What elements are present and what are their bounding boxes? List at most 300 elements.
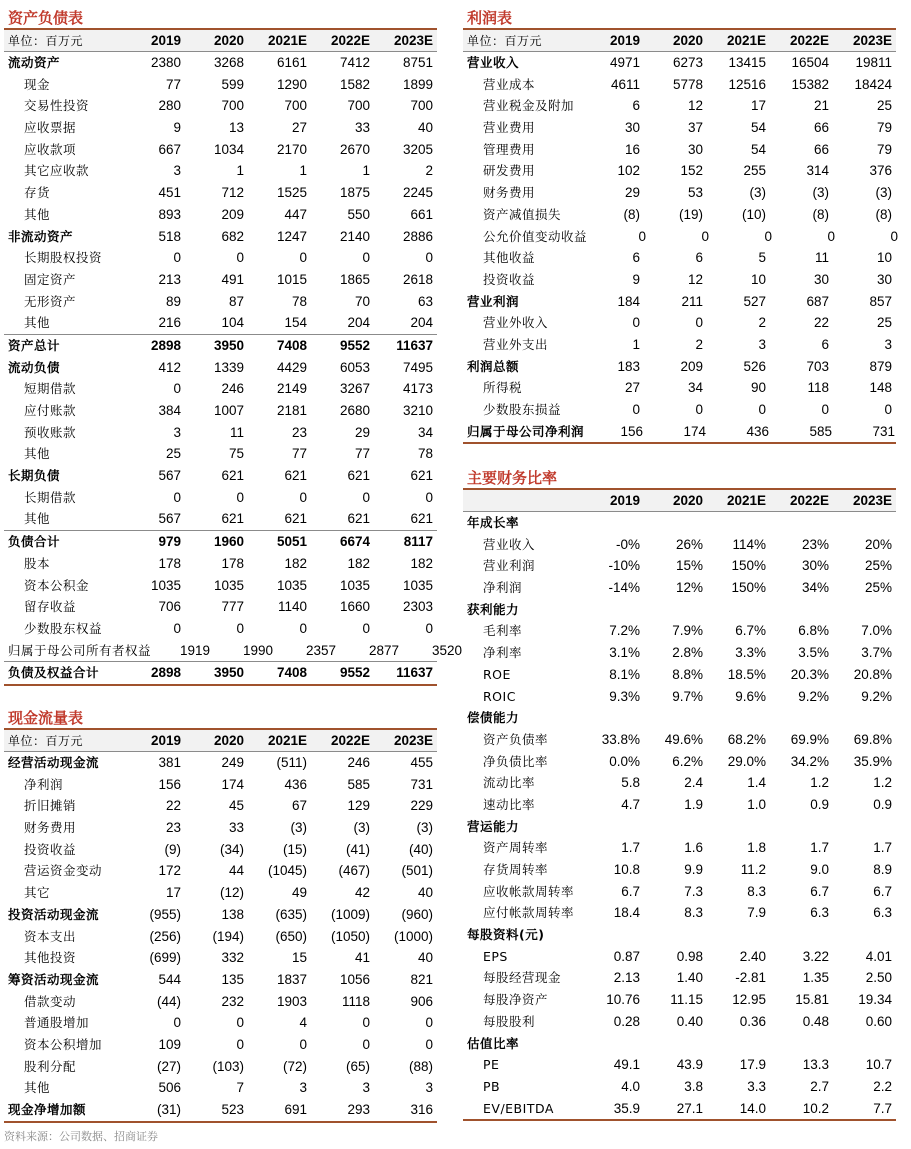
table-row (463, 95, 896, 117)
value-cell: 118 (807, 380, 829, 396)
value-cell: 5051 (276, 534, 307, 550)
value-cell: 1140 (277, 599, 307, 615)
row-label: 毛利率 (483, 623, 523, 639)
value-cell: 1035 (339, 577, 370, 593)
value-cell: 0.48 (802, 1013, 829, 1029)
ratios-header (463, 490, 896, 512)
row-label: 研发费用 (483, 163, 536, 179)
value-cell: 6273 (672, 55, 703, 70)
value-cell: 0 (695, 315, 703, 331)
row-label: 投资收益 (483, 271, 536, 287)
value-cell: 3950 (213, 665, 244, 681)
value-cell: 1.4 (747, 775, 766, 791)
row-label: ROE (483, 666, 511, 682)
value-cell: 178 (221, 555, 244, 571)
value-cell (581, 816, 644, 838)
value-cell: 29.0% (727, 753, 766, 769)
value-cell: 33.8% (601, 731, 640, 747)
value-cell: 6.3 (873, 905, 892, 921)
unit-label: 单位：百万元 (8, 33, 84, 48)
row-label: 营业利润 (483, 558, 536, 574)
value-cell: 15382 (791, 76, 829, 92)
value-cell: 1837 (276, 971, 307, 987)
value-cell: 8.3 (747, 883, 766, 899)
value-cell: 0.9 (873, 796, 892, 812)
value-cell: (467) (338, 863, 370, 879)
row-label: 流动负债 (8, 359, 61, 375)
value-cell: 1.0 (747, 796, 766, 812)
value-cell: 567 (158, 468, 181, 484)
value-cell: 6053 (339, 359, 370, 375)
cashflow-body (4, 752, 437, 1123)
value-cell: 1.7 (873, 840, 892, 856)
value-cell: 6.7 (873, 883, 892, 899)
table-row (463, 1098, 896, 1120)
value-cell (707, 1033, 770, 1055)
value-cell: 384 (158, 403, 181, 418)
row-label: 营业利润 (467, 293, 520, 309)
value-cell: 1.9 (684, 796, 703, 812)
value-cell: 10 (750, 271, 766, 287)
row-label: 交易性投资 (24, 98, 90, 114)
row-label: 其他投资 (24, 950, 77, 966)
value-cell: 8751 (402, 55, 433, 70)
table-row (463, 334, 896, 356)
value-cell: 0 (821, 402, 829, 417)
value-cell: 183 (617, 358, 640, 374)
table-row (4, 1077, 437, 1099)
value-cell: 22 (813, 315, 829, 331)
ratios-body (463, 512, 896, 1121)
row-label: 资产总计 (8, 337, 61, 353)
value-cell: 621 (221, 511, 244, 527)
value-cell: 879 (869, 358, 892, 374)
value-cell (770, 1033, 833, 1055)
row-label: 管理费用 (483, 141, 536, 157)
value-cell: 731 (872, 423, 896, 439)
value-cell: 0.40 (676, 1013, 703, 1029)
value-cell: 102 (617, 163, 640, 179)
cashflow-panel (4, 706, 437, 1123)
value-cell: 1875 (339, 185, 370, 201)
row-label: 净利润 (483, 580, 523, 596)
row-label: 营业费用 (483, 120, 536, 136)
value-cell: (501) (401, 863, 433, 879)
value-cell: (15) (282, 841, 307, 857)
value-cell: 5 (758, 250, 766, 266)
value-cell: 10.7 (865, 1057, 892, 1073)
value-cell: 25 (165, 446, 181, 462)
value-cell: 6 (821, 336, 829, 352)
value-cell: 17.9 (739, 1057, 766, 1073)
table-row (4, 618, 437, 640)
value-cell: 114% (732, 536, 766, 552)
value-cell: (955) (149, 906, 181, 922)
value-cell: 21 (813, 98, 829, 114)
row-label: 营运资金变动 (24, 863, 103, 879)
row-label: 资本公积金 (24, 577, 90, 593)
value-cell: 79 (876, 120, 892, 136)
value-cell: 5778 (672, 76, 703, 92)
value-cell: 249 (221, 755, 244, 770)
row-label: 公允价值变动收益 (483, 228, 588, 244)
value-cell: 506 (158, 1080, 181, 1096)
value-cell: 1247 (276, 228, 307, 244)
table-row (463, 512, 896, 534)
value-cell: 7412 (339, 55, 370, 70)
value-cell: 22 (165, 798, 181, 814)
row-label: 其他 (24, 446, 51, 462)
value-cell: 30 (876, 271, 892, 287)
value-cell: 7.2% (609, 623, 640, 639)
table-row (4, 312, 437, 334)
value-cell: 2.4 (684, 775, 703, 791)
value-cell: 1035 (276, 577, 307, 593)
value-cell: 6.7 (810, 883, 829, 899)
value-cell: 7.0% (861, 623, 892, 639)
value-cell: 6.7% (735, 623, 766, 639)
value-cell: 4971 (609, 55, 640, 70)
row-label: 每股净资产 (483, 992, 549, 1008)
value-cell: 1582 (339, 76, 370, 92)
value-cell: (8) (875, 206, 892, 222)
value-cell: 7495 (402, 359, 433, 375)
value-cell (770, 924, 833, 946)
value-cell: 150% (731, 580, 766, 596)
value-cell: 2877 (368, 642, 400, 658)
value-cell: 20.8% (853, 666, 892, 682)
value-cell: 3210 (402, 403, 433, 418)
value-cell: 1.7 (621, 840, 640, 856)
value-cell: 182 (410, 555, 433, 571)
row-label: 投资收益 (24, 841, 77, 857)
table-row (463, 52, 896, 74)
value-cell: 3.22 (802, 948, 829, 964)
value-cell: 138 (221, 906, 244, 922)
value-cell: 376 (869, 163, 892, 179)
row-label: EV/EBITDA (483, 1100, 554, 1116)
value-cell: 135 (221, 971, 244, 987)
value-cell: 0 (425, 250, 433, 266)
row-label: 普通股增加 (24, 1015, 90, 1031)
value-cell (644, 924, 707, 946)
value-cell: 49.1 (613, 1057, 640, 1073)
value-cell: (27) (156, 1058, 181, 1074)
row-label: 存货 (24, 185, 51, 201)
row-label: 折旧摊销 (24, 798, 77, 814)
value-cell: 77 (165, 76, 181, 92)
value-cell: 1525 (276, 185, 307, 201)
value-cell: 1.6 (684, 840, 703, 856)
row-label: 每股股利 (483, 1013, 536, 1029)
year-header: 2020 (213, 32, 244, 48)
row-label: 估值比率 (467, 1035, 520, 1051)
value-cell: 40 (417, 885, 433, 901)
value-cell: 30 (687, 141, 703, 157)
value-cell: 2898 (150, 665, 181, 681)
value-cell: 4.0 (621, 1078, 640, 1094)
value-cell: 2 (758, 315, 766, 331)
value-cell: 0 (758, 402, 766, 417)
table-row (4, 1034, 437, 1056)
row-label: 资产减值损失 (483, 206, 562, 222)
value-cell: 2181 (276, 403, 307, 418)
table-row (463, 1011, 896, 1033)
table-row (4, 357, 437, 379)
table-row (4, 575, 437, 597)
value-cell: 0.9 (810, 796, 829, 812)
table-row (4, 487, 437, 509)
row-label: 每股资料(元) (467, 927, 545, 943)
value-cell: 9.7% (672, 688, 703, 704)
value-cell: 15% (675, 558, 703, 574)
value-cell: 2245 (402, 185, 433, 201)
value-cell: 491 (221, 271, 244, 287)
income-statement-title: 利润表 (463, 6, 896, 30)
row-label: ROIC (483, 688, 516, 704)
value-cell: 19811 (855, 55, 892, 70)
table-row (463, 751, 896, 773)
value-cell: 29 (354, 424, 370, 440)
value-cell: 0.98 (676, 948, 703, 964)
value-cell: 0 (701, 228, 710, 244)
value-cell: 27 (624, 380, 640, 396)
row-label: 归属于母公司净利润 (467, 423, 585, 439)
value-cell: 0 (173, 620, 181, 636)
table-row (463, 577, 896, 599)
year-header: 2021E (726, 32, 766, 48)
table-row (463, 902, 896, 924)
value-cell: (194) (212, 928, 244, 944)
value-cell: 1.2 (810, 775, 829, 791)
value-cell: 11.15 (670, 992, 703, 1008)
value-cell: 1290 (276, 76, 307, 92)
value-cell: 1 (236, 163, 244, 179)
year-header: 2021E (267, 732, 307, 748)
value-cell: 23% (801, 536, 829, 552)
value-cell: 526 (743, 358, 766, 374)
year-header: 2019 (609, 32, 640, 48)
value-cell: 1.40 (676, 970, 703, 986)
table-row (463, 1033, 896, 1055)
value-cell: 75 (228, 446, 244, 462)
value-cell: 152 (680, 163, 703, 179)
value-cell: 9.6% (735, 688, 766, 704)
year-header: 2019 (609, 492, 640, 508)
value-cell: 67 (291, 798, 307, 814)
value-cell: 7 (236, 1080, 244, 1096)
value-cell: 2140 (339, 228, 370, 244)
table-row (4, 1012, 437, 1034)
table-row (4, 882, 437, 904)
value-cell: 821 (410, 971, 433, 987)
value-cell (581, 707, 644, 729)
value-cell: 6674 (339, 534, 370, 550)
value-cell (707, 707, 770, 729)
value-cell: 35.9 (613, 1100, 640, 1116)
value-cell: 0 (236, 489, 244, 505)
year-header: 2023E (852, 492, 892, 508)
value-cell: 1035 (213, 577, 244, 593)
table-row (4, 247, 437, 269)
table-row (4, 530, 437, 553)
value-cell: 42 (354, 885, 370, 901)
row-label: 所得税 (483, 380, 523, 396)
value-cell: 621 (284, 511, 307, 527)
value-cell: 700 (410, 98, 433, 114)
value-cell (770, 599, 833, 621)
table-row (463, 642, 896, 664)
value-cell: 893 (158, 206, 181, 222)
value-cell: 567 (158, 511, 181, 527)
table-row (4, 1056, 437, 1078)
value-cell: 703 (806, 358, 829, 374)
table-row (4, 508, 437, 530)
value-cell: -10% (608, 558, 640, 574)
value-cell: 13415 (728, 55, 766, 70)
value-cell (833, 924, 896, 946)
value-cell: 49.6% (664, 731, 703, 747)
row-label: 负债合计 (8, 534, 61, 550)
value-cell: 6.3 (810, 905, 829, 921)
table-row (463, 1076, 896, 1098)
table-row (4, 795, 437, 817)
value-cell: 232 (221, 993, 244, 1009)
year-header: 2019 (150, 32, 181, 48)
row-label: 其他 (24, 511, 51, 527)
table-row (463, 204, 896, 226)
value-cell: (3) (812, 185, 829, 201)
value-cell: 77 (354, 446, 370, 462)
value-cell: 436 (284, 776, 307, 792)
value-cell: 1056 (339, 971, 370, 987)
balance-sheet-panel (4, 6, 463, 686)
value-cell: 25% (864, 580, 892, 596)
value-cell: 4173 (402, 381, 433, 397)
table-row (4, 1099, 437, 1121)
value-cell: 0.36 (739, 1013, 766, 1029)
value-cell: (3) (875, 185, 892, 201)
row-label: 经营活动现金流 (8, 755, 100, 770)
value-cell: 79 (876, 141, 892, 157)
value-cell: 332 (221, 950, 244, 966)
value-cell: 2.40 (739, 948, 766, 964)
value-cell: 1007 (213, 403, 244, 418)
value-cell: 0 (425, 1015, 433, 1031)
value-cell: 204 (410, 315, 433, 331)
table-row (463, 269, 896, 291)
value-cell: 293 (347, 1102, 370, 1117)
value-cell: 2 (425, 163, 433, 179)
value-cell: 89 (165, 293, 181, 309)
value-cell: 682 (221, 228, 244, 244)
row-label: 短期借款 (24, 381, 77, 397)
year-header: 2021E (267, 32, 307, 48)
value-cell: 25 (876, 315, 892, 331)
value-cell: 10.8 (613, 862, 640, 877)
value-cell (833, 512, 896, 534)
value-cell: 90 (750, 380, 766, 396)
table-row (463, 312, 896, 334)
table-row (463, 139, 896, 161)
value-cell: 2.50 (865, 970, 892, 986)
value-cell: 8117 (403, 534, 433, 550)
value-cell: 23 (165, 820, 181, 836)
value-cell: (3) (290, 820, 307, 836)
table-row (4, 95, 437, 117)
value-cell: 26% (675, 536, 703, 552)
value-cell: 10.76 (606, 992, 640, 1008)
table-row (463, 729, 896, 751)
value-cell: 20.3% (790, 666, 829, 682)
value-cell: (960) (401, 906, 433, 922)
value-cell: (34) (219, 841, 244, 857)
value-cell: 0 (362, 620, 370, 636)
value-cell: 979 (158, 534, 181, 550)
value-cell: 621 (410, 511, 433, 527)
value-cell: 87 (228, 293, 244, 309)
value-cell: 20% (864, 536, 892, 552)
value-cell: 687 (806, 293, 829, 309)
table-row (4, 904, 437, 926)
ratios-panel (463, 466, 896, 1121)
value-cell: 3 (173, 163, 181, 179)
value-cell: 621 (347, 511, 370, 527)
year-header: 2022E (789, 492, 829, 508)
row-label: 长期借款 (24, 489, 77, 505)
row-label: 营业收入 (483, 536, 536, 552)
value-cell: 523 (221, 1102, 244, 1117)
value-cell: 12.95 (732, 992, 766, 1008)
table-row (4, 752, 437, 774)
value-cell: 53 (687, 185, 703, 201)
value-cell: 1899 (402, 76, 433, 92)
table-row (463, 291, 896, 313)
value-cell: 174 (221, 776, 244, 792)
value-cell: 314 (806, 163, 829, 179)
value-cell: 3.8 (684, 1078, 703, 1094)
value-cell: 700 (347, 98, 370, 114)
value-cell: 6.8% (798, 623, 829, 639)
value-cell: 49 (291, 885, 307, 901)
row-label: 应付账款 (24, 403, 77, 418)
value-cell: (3) (749, 185, 766, 201)
value-cell: (699) (149, 950, 181, 966)
value-cell: 34% (801, 580, 829, 596)
value-cell: 661 (410, 206, 433, 222)
value-cell: 255 (743, 163, 766, 179)
value-cell: 54 (750, 120, 766, 136)
table-row (4, 204, 437, 226)
value-cell: 0 (362, 1015, 370, 1031)
value-cell: 0 (173, 1015, 181, 1031)
row-label: 应付帐款周转率 (483, 905, 575, 921)
table-row (4, 269, 437, 291)
value-cell: 2.13 (613, 970, 640, 986)
table-row (463, 620, 896, 642)
value-cell: (9) (164, 841, 181, 857)
value-cell: 3 (425, 1080, 433, 1096)
year-header: 2022E (330, 32, 370, 48)
value-cell: 30 (813, 271, 829, 287)
row-label: PE (483, 1057, 500, 1073)
row-label: 营运能力 (467, 818, 520, 834)
cashflow-header (4, 730, 437, 752)
value-cell: (103) (212, 1058, 244, 1074)
table-row (4, 422, 437, 444)
value-cell: 436 (746, 423, 770, 439)
value-cell: (1045) (267, 863, 307, 879)
